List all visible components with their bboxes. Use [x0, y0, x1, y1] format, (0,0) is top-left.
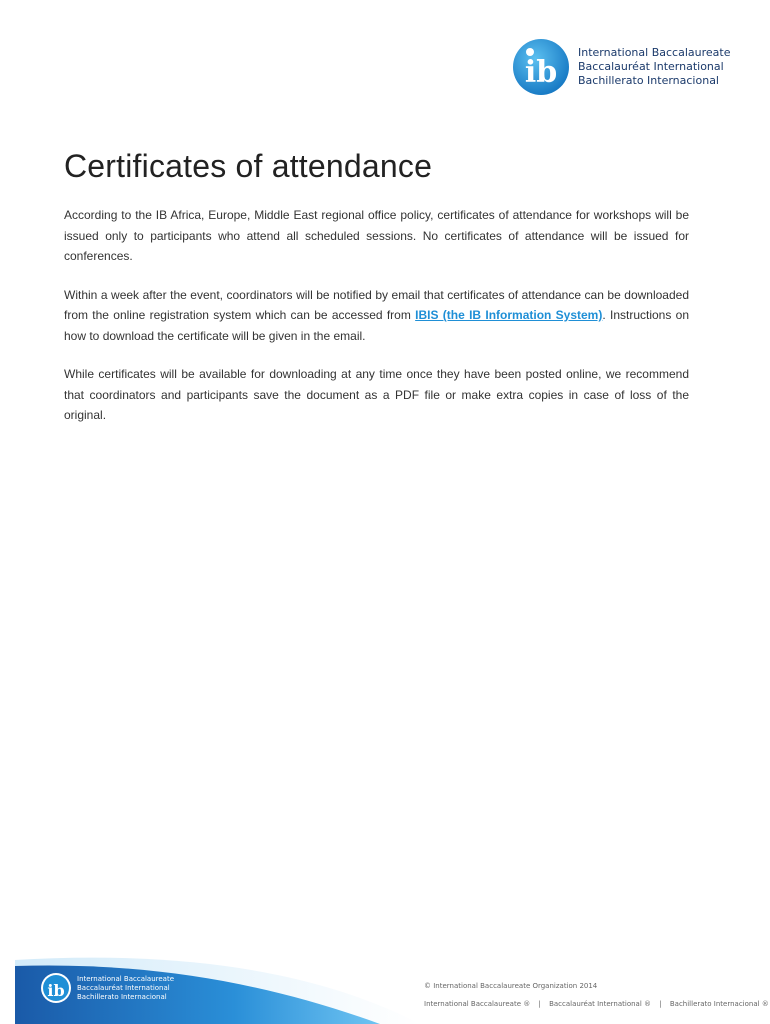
paragraph-policy: According to the IB Africa, Europe, Middle East regional office policy, certificates of attendance for workshops will be issued only to participants who attend all scheduled sessions. No certificates of attendance will be issued for conferences.	[64, 208, 689, 263]
footer-logo-line-2: Baccalauréat International	[77, 983, 170, 992]
footer-name-2: Baccalauréat International ®	[549, 1000, 652, 1008]
logo-line-2: Baccalauréat International	[578, 60, 724, 73]
page-title: Certificates of attendance	[64, 148, 433, 184]
ib-logo-icon	[512, 38, 570, 96]
footer-logo-line-3: Bachillerato Internacional	[77, 992, 167, 1001]
footer-separator-2: |	[659, 1000, 662, 1008]
footer-ib-icon	[40, 972, 72, 1004]
ibis-link[interactable]: IBIS (the IB Information System)	[415, 308, 603, 322]
footer-name-1: International Baccalaureate ®	[424, 1000, 531, 1008]
paragraph-notification-text-end: . Instructions on how to download the certificate will be given in the email.	[64, 308, 689, 343]
footer-logo	[40, 972, 174, 1004]
footer-names	[424, 1000, 769, 1008]
logo-text	[578, 46, 730, 88]
footer-logo-glyph: ib	[47, 981, 65, 1000]
paragraph-notification-text: Within a week after the event, coordinators will be notified by email that certificates of attendance can be downloaded from the online registration system which can be accessed from	[64, 287, 689, 322]
footer-name-3: Bachillerato Internacional ®	[669, 1000, 769, 1008]
copyright-text: © International Baccalaureate Organization 2014	[424, 982, 598, 990]
logo-glyph: ib	[524, 55, 558, 90]
paragraph-recommendation: While certificates will be available for downloading at any time once they have been posted online, we recommend that coordinators and participants save the document as a PDF file or make extra copies in case of loss of the original.	[64, 367, 689, 422]
footer-logo-text	[77, 975, 174, 1002]
logo-line-1: International Baccalaureate	[578, 46, 731, 59]
document-body	[64, 205, 689, 444]
logo-line-3: Bachillerato Internacional	[578, 74, 719, 87]
footer-separator-1: |	[538, 1000, 541, 1008]
paragraph-notification	[64, 285, 689, 347]
ib-logo	[512, 38, 730, 96]
footer-logo-line-1: International Baccalaureate	[77, 974, 175, 983]
